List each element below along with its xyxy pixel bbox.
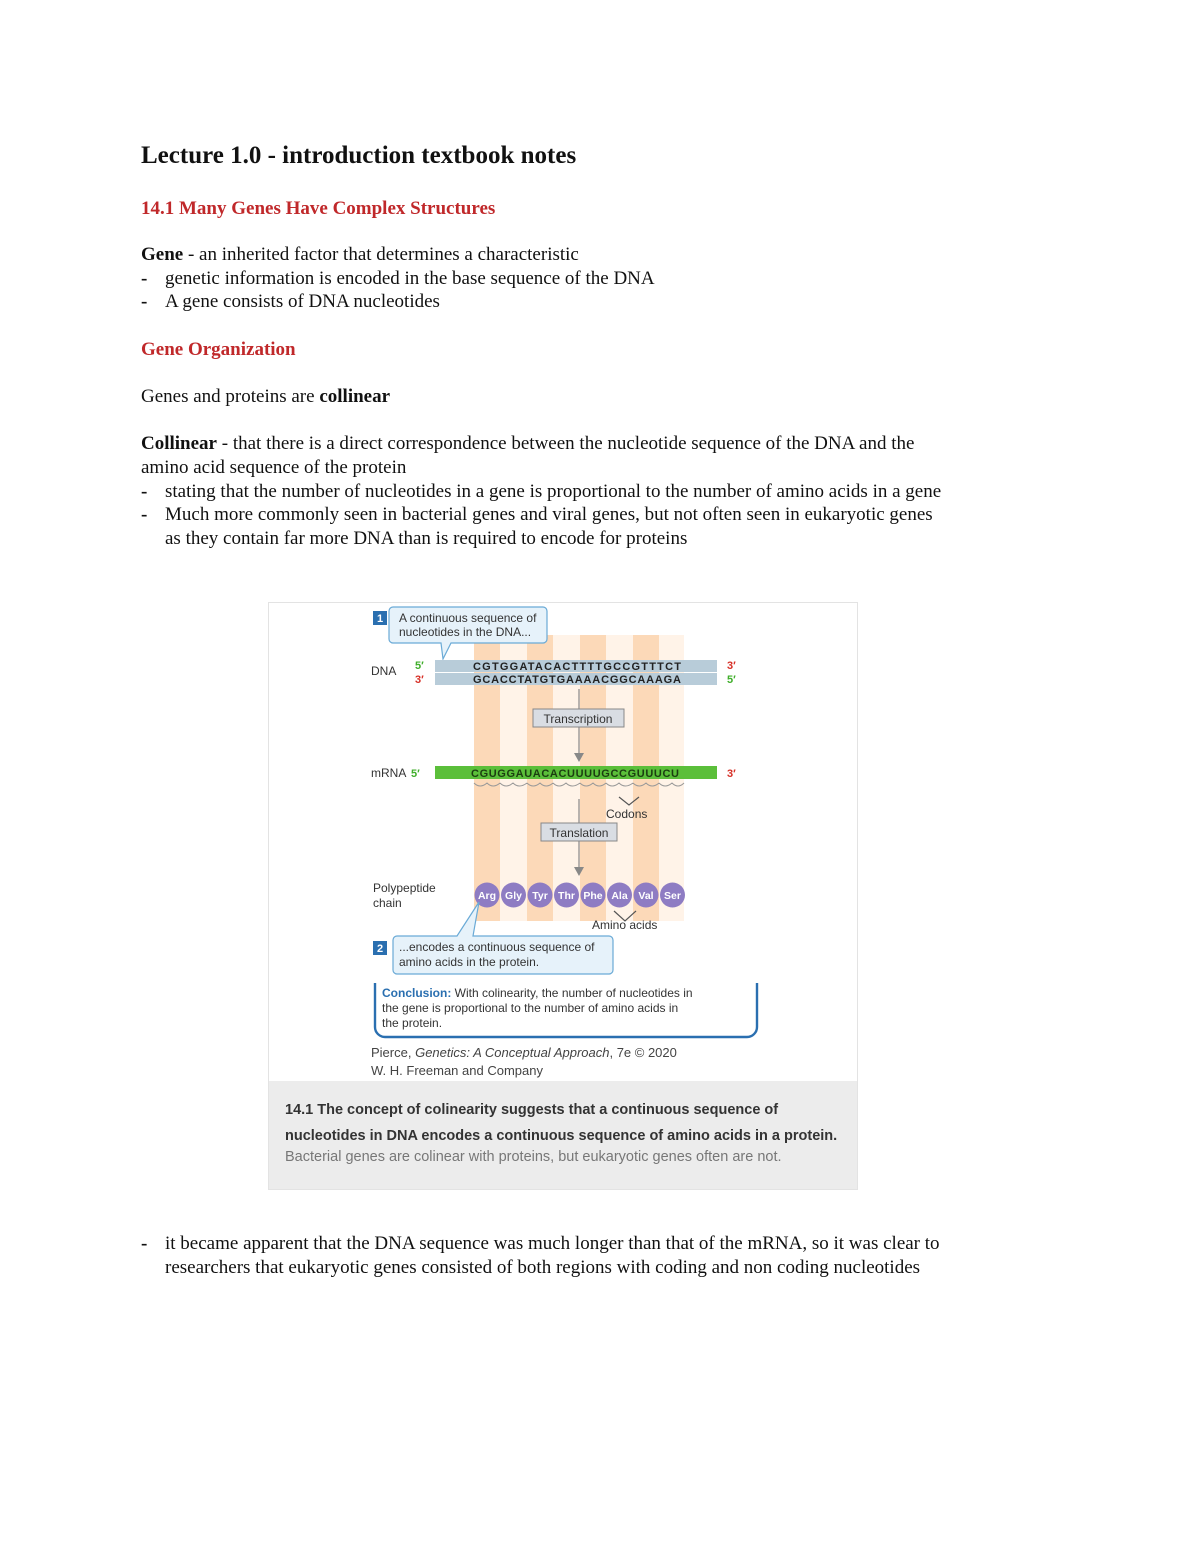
- dna-bottom-3prime: 3′: [415, 674, 424, 686]
- bullet-text: as they contain far more DNA than is required to encode for proteins: [165, 528, 688, 549]
- dna-top-5prime: 5′: [415, 660, 424, 672]
- credit-suffix: , 7e © 2020: [609, 1045, 677, 1060]
- amino-acid-label: Ala: [611, 890, 628, 902]
- polypeptide-label-line-2: chain: [373, 896, 402, 910]
- step-1-number: 1: [376, 613, 384, 625]
- mrna-3prime: 3′: [727, 768, 736, 780]
- mrna-sequence: CGUGGAUACACUUUUGCCGUUUCU: [471, 768, 679, 780]
- transcription-label: Transcription: [543, 712, 613, 726]
- bullet-dash: -: [141, 504, 148, 525]
- colinearity-figure: [268, 602, 858, 1190]
- credit-line-2: W. H. Freeman and Company: [371, 1063, 543, 1078]
- bullet-text: genetic information is encoded in the base sequence of the DNA: [165, 268, 655, 289]
- amino-acid-label: Thr: [558, 890, 575, 902]
- amino-acid-label: Gly: [505, 890, 522, 902]
- gene-def-text: - an inherited factor that determines a characteristic: [183, 244, 579, 265]
- bullet-text: it became apparent that the DNA sequence was much longer than that of the mRNA, so it was clear to: [165, 1233, 940, 1254]
- collinear-definition: [141, 432, 914, 456]
- credit-line-1: [371, 1045, 677, 1060]
- dna-top-3prime: 3′: [727, 660, 736, 672]
- gene-term: Gene: [141, 244, 184, 265]
- step-1-line-1: A continuous sequence of: [399, 611, 537, 625]
- dna-bottom-sequence: GCACCTATGTGAAAACGGCAAAGA: [473, 674, 681, 686]
- credit-prefix: Pierce,: [371, 1045, 416, 1060]
- polypeptide-label-line-1: Polypeptide: [373, 881, 436, 895]
- collinear-term: Collinear: [141, 433, 217, 454]
- mrna-label: mRNA: [371, 766, 407, 780]
- colinearity-diagram: [269, 603, 857, 1081]
- conclusion-line-1: [382, 986, 693, 1000]
- step-2-number: 2: [376, 943, 384, 955]
- bullet-text: researchers that eukaryotic genes consisted of both regions with coding and non coding nucleotides: [165, 1257, 921, 1278]
- bullet-dash: -: [141, 291, 148, 312]
- bullet-text: Much more commonly seen in bacterial genes and viral genes, but not often seen in eukaryotic genes: [165, 504, 933, 525]
- step-2-line-1: ...encodes a continuous sequence of: [399, 940, 595, 954]
- step-1-line-2: nucleotides in the DNA...: [399, 625, 532, 639]
- amino-acid-label: Val: [638, 890, 654, 902]
- bullet-text: A gene consists of DNA nucleotides: [165, 291, 440, 312]
- conclusion-text-1: With colinearity, the number of nucleotides in: [451, 986, 693, 1000]
- section-heading-genes: 14.1 Many Genes Have Complex Structures: [141, 198, 496, 219]
- amino-acids-label: Amino acids: [592, 918, 658, 932]
- collinear-definition-cont: amino acid sequence of the protein: [141, 457, 407, 478]
- codons-label: Codons: [606, 807, 648, 821]
- collinear-statement: [141, 385, 390, 409]
- dna-bottom-5prime: 5′: [727, 674, 736, 686]
- gene-definition: [141, 243, 579, 267]
- bullet-dash: -: [141, 268, 148, 289]
- amino-acid-label: Phe: [583, 890, 603, 902]
- bullet-dash: -: [141, 1233, 148, 1254]
- page-title: Lecture 1.0 - introduction textbook notes: [141, 142, 577, 169]
- dna-label: DNA: [371, 664, 397, 678]
- figure-caption-bold: 14.1 The concept of colinearity suggests that a continuous sequence of nucleotides in DNA encodes a continuous sequence of amino acids in a protein.: [285, 1102, 838, 1144]
- translation-label: Translation: [549, 826, 609, 840]
- figure-caption-box: [269, 1081, 857, 1189]
- credit-book: Genetics: A Conceptual Approach: [415, 1045, 610, 1060]
- statement-bold: collinear: [319, 386, 391, 407]
- collinear-def-text: - that there is a direct correspondence between the nucleotide sequence of the DNA and the: [217, 433, 915, 454]
- bullet-dash: -: [141, 481, 148, 502]
- amino-acid-label: Ser: [664, 890, 681, 902]
- statement-text: Genes and proteins are: [141, 386, 320, 407]
- figure-caption-normal: Bacterial genes are colinear with proteins, but eukaryotic genes often are not.: [285, 1149, 782, 1165]
- section-heading-gene-organization: Gene Organization: [141, 339, 296, 360]
- mrna-5prime: 5′: [411, 768, 420, 780]
- conclusion-label: Conclusion:: [382, 986, 452, 1000]
- amino-acid-label: Arg: [477, 890, 497, 902]
- dna-top-sequence: CGTGGATACACTTTTGCCGTTTCT: [473, 661, 681, 673]
- step-2-line-2: amino acids in the protein.: [399, 955, 540, 969]
- conclusion-line-3: the protein.: [382, 1016, 443, 1030]
- conclusion-line-2: the gene is proportional to the number of amino acids in: [382, 1001, 679, 1015]
- amino-acid-label: Tyr: [532, 890, 548, 902]
- bullet-text: stating that the number of nucleotides in a gene is proportional to the number of amino acids in a gene: [165, 481, 942, 502]
